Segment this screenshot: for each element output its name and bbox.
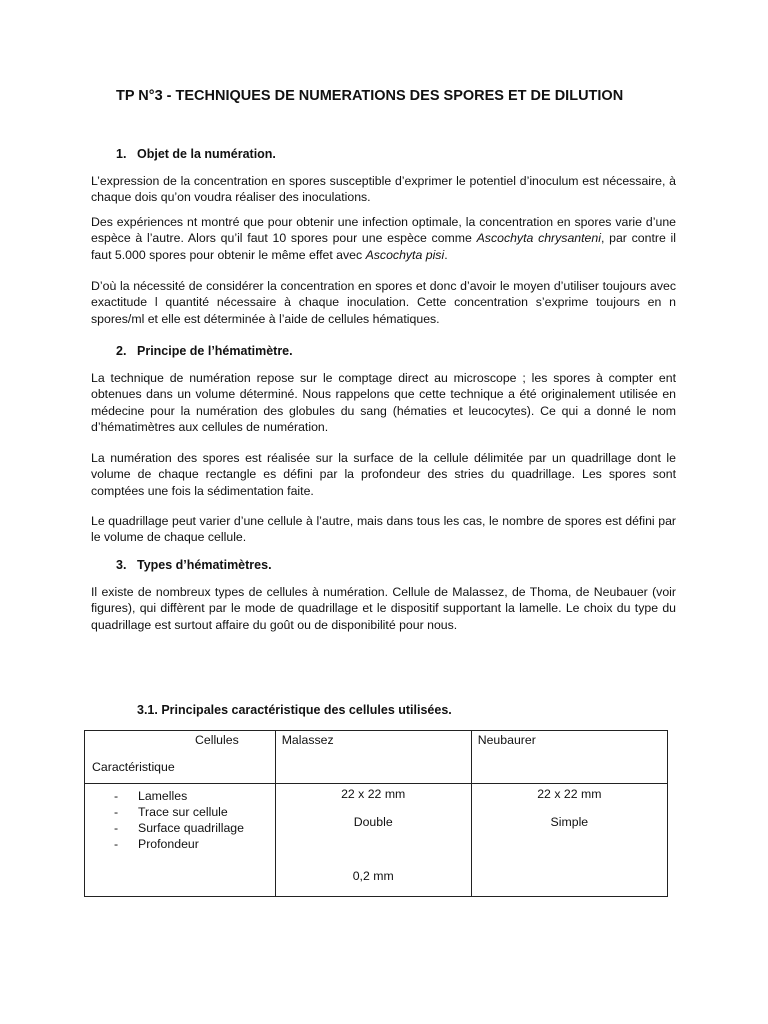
list-item: - Trace sur cellule [85, 804, 275, 820]
section-1-heading [116, 147, 276, 161]
text-run: . [444, 247, 448, 262]
malassez-values-cell [275, 784, 471, 897]
species-name: Ascochyta chrysanteni [476, 231, 601, 246]
text-run: , par contre il faut 5.000 spores pour obtenir le même effet avec [91, 231, 676, 262]
table-header-row [85, 731, 668, 784]
section-title: Objet de la numération. [137, 147, 276, 161]
characteristics-table [84, 730, 668, 897]
table-header-cell [85, 731, 276, 784]
section-2-heading [116, 344, 293, 358]
feature-cell [85, 784, 276, 897]
table-cell-value: Double [353, 815, 393, 829]
feature-list [85, 788, 275, 852]
page-title: TP N°3 - TECHNIQUES DE NUMERATIONS DES SPORES ET DE DILUTION [116, 88, 624, 104]
text-run: Des expériences nt montré que pour obtenir une infection optimale, la concentration en spores varie d’une espèce à l’autre. Alors qu’il faut 10 spores pour une espèce comme [91, 215, 676, 246]
species-name: Ascochyta pisi [365, 247, 445, 262]
table-cell-value: Simple [550, 815, 589, 829]
paragraph: Il existe de nombreux types de cellules à numération. Cellule de Malassez, de Thoma, de Neubauer (voir figures), qui diffèrent par le mode de quadrillage et le dispositif supportant la lamelle. Le choix du type du quadrillage est surtout affaire du goût ou de disponibilité pour nous. [91, 585, 676, 632]
table-cell-value: 22 x 22 mm [537, 787, 602, 801]
neubaurer-values-cell [471, 784, 667, 897]
paragraph: L’expression de la concentration en spores susceptible d’exprimer le potentiel d’inoculum est nécessaire, à chaque dois qu’on voudra réaliser des inoculations. [91, 174, 676, 205]
list-item: - Lamelles [85, 788, 275, 804]
section-title: Principe de l’hématimètre. [137, 344, 293, 358]
header-malassez: Malassez [275, 731, 471, 784]
section-3-heading [116, 558, 272, 572]
subsection-heading: 3.1. Principales caractéristique des cellules utilisées. [137, 703, 452, 717]
section-number: 2. [116, 344, 127, 358]
list-item: - Profondeur [85, 836, 275, 852]
table-row [85, 784, 668, 897]
header-neubaurer: Neubaurer [471, 731, 667, 784]
table-cell-value: 0,2 mm [352, 869, 394, 883]
paragraph: La numération des spores est réalisée sur la surface de la cellule délimitée par un quadrillage dont le volume de chaque rectangle es défini par la profondeur des stries du quadrillage. Les spores sont comptées une fois la sédimentation faite. [91, 451, 676, 498]
section-number: 3. [116, 558, 127, 572]
header-cellules: Cellules [195, 733, 239, 747]
paragraph: Le quadrillage peut varier d’une cellule à l’autre, mais dans tous les cas, le nombre de spores est défini par le volume de chaque cellule. [91, 514, 676, 545]
section-title: Types d’hématimètres. [137, 558, 272, 572]
paragraph: D’où la nécessité de considérer la concentration en spores et donc d’avoir le moyen d’utiliser toujours avec exactitude l quantité nécessaire à chaque inoculation. Cette concentration s’exprime toujours en n spores/ml et elle est déterminée à l’aide de cellules hématiques. [91, 279, 676, 326]
paragraph: La technique de numération repose sur le comptage direct au microscope ; les spores à compter ent obtenues dans un volume déterminé. Nous rappelons que cette technique a été originalement utilisée en médecine pour la numération des globules du sang (hématies et leucocytes). Ce qui a donné le nom d’hématimètres aux cellules de numération. [91, 371, 676, 434]
list-item: - Surface quadrillage [85, 820, 275, 836]
table-cell-value: 22 x 22 mm [341, 787, 406, 801]
paragraph [91, 214, 676, 263]
header-caracteristique: Caractéristique [92, 760, 175, 774]
section-number: 1. [116, 147, 127, 161]
